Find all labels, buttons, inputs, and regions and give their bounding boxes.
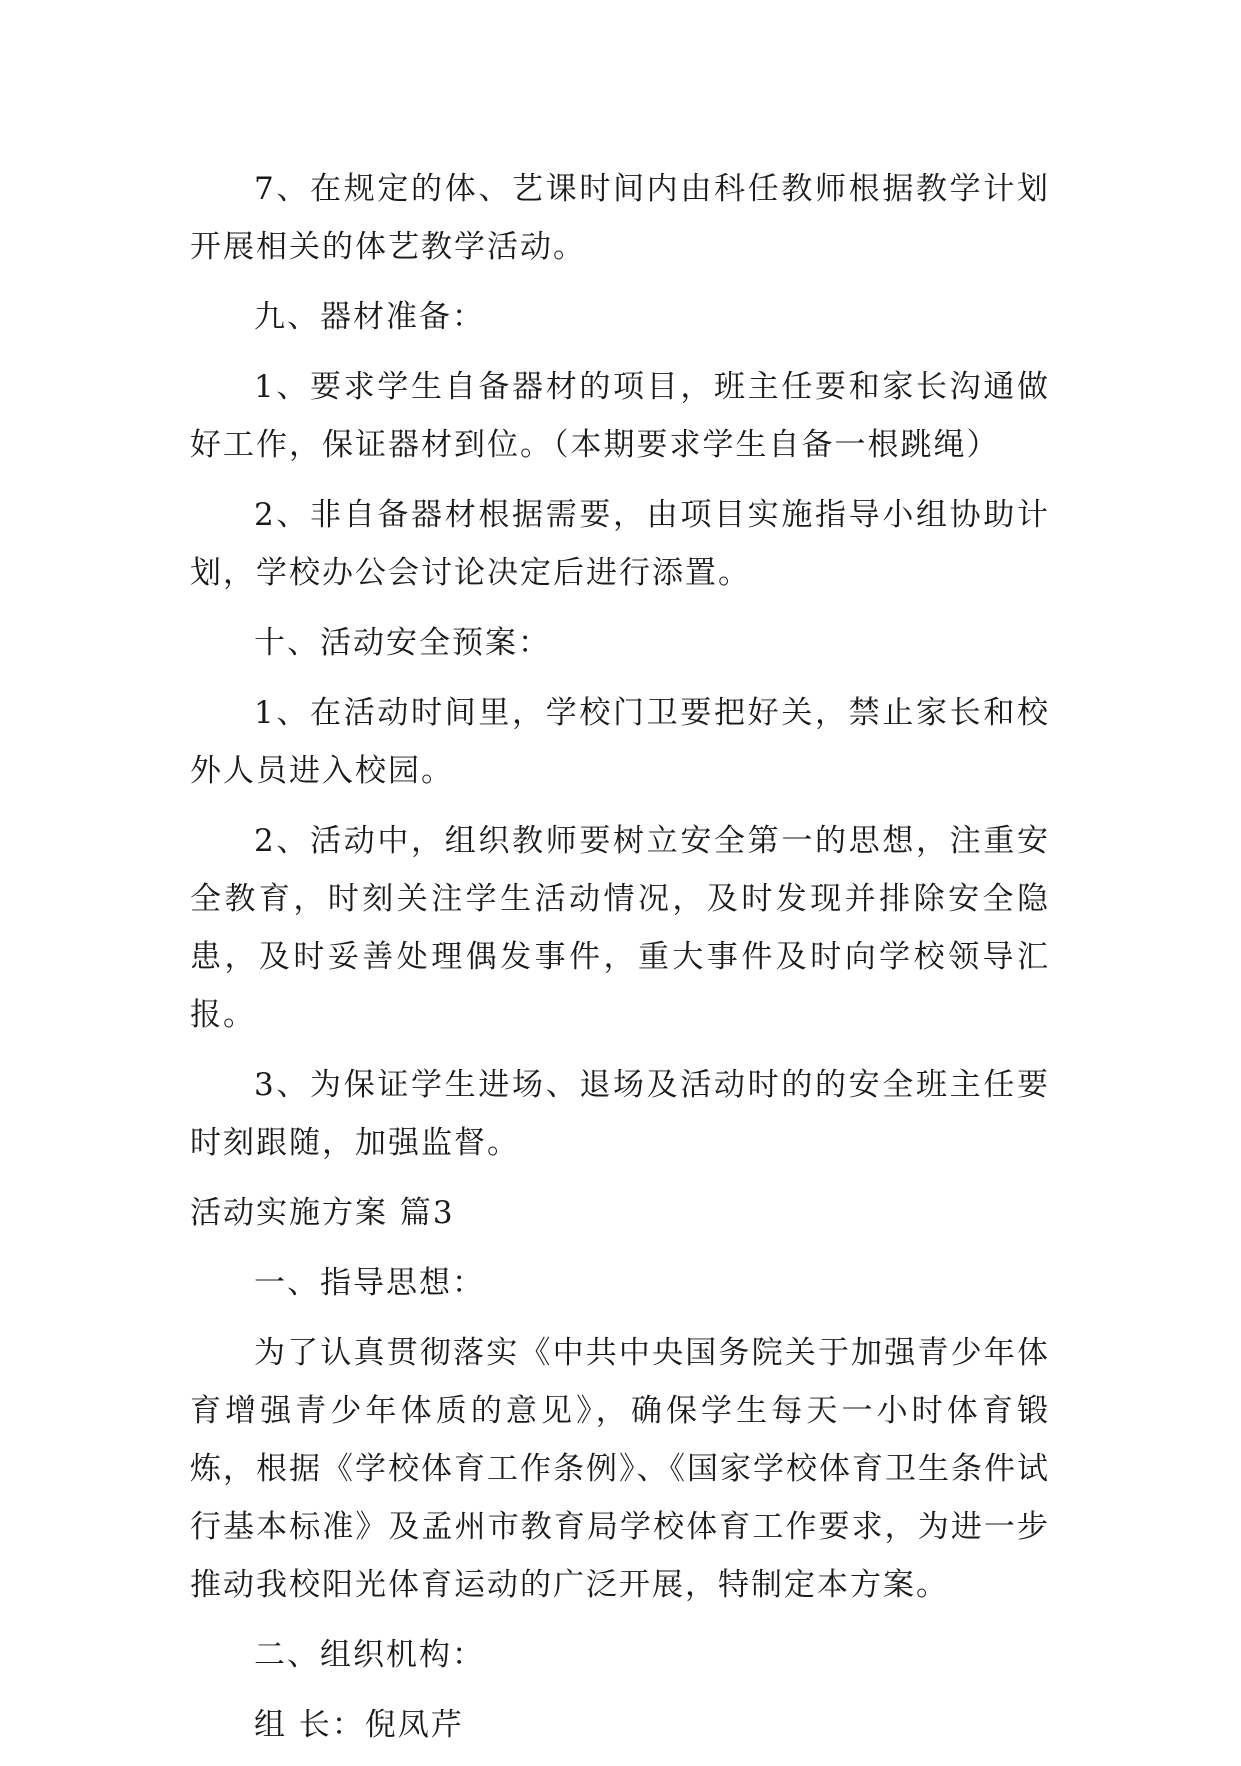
paragraph-guiding-ideology: 为了认真贯彻落实《中共中央国务院关于加强青少年体育增强青少年体质的意见》，确保学生每天一小时体育锻炼，根据《学校体育工作条例》、《国家学校体育卫生条件试行基本标准》及孟州市教育局学校体育工作要求，为进一步推动我校阳光体育运动的广泛开展，特制定本方案。 — [190, 1335, 1050, 1603]
document-body — [190, 160, 1050, 1766]
heading-guiding-ideology: 一、指导思想： — [254, 1265, 485, 1301]
paragraph-item-7: 7、在规定的体、艺课时间内由科任教师根据教学计划开展相关的体艺教学活动。 — [190, 171, 1050, 265]
paragraph-safety-3: 3、为保证学生进场、退场及活动时的的安全班主任要时刻跟随，加强监督。 — [190, 1067, 1050, 1161]
heading-safety-plan: 十、活动安全预案： — [254, 625, 551, 661]
heading-organization: 二、组织机构： — [254, 1637, 485, 1673]
paragraph-safety-2: 2、活动中，组织教师要树立安全第一的思想，注重安全教育，时刻关注学生活动情况，及时发现并排除安全隐患，及时妥善处理偶发事件，重大事件及时向学校领导汇报。 — [190, 823, 1050, 1033]
heading-equipment-preparation: 九、器材准备： — [254, 299, 485, 335]
section-title: 活动实施方案 篇3 — [190, 1195, 455, 1231]
paragraph-equipment-2: 2、非自备器材根据需要，由项目实施指导小组协助计划，学校办公会讨论决定后进行添置。 — [190, 497, 1050, 591]
organization-leader: 组 长：倪凤芹 — [254, 1707, 464, 1743]
paragraph-safety-1: 1、在活动时间里，学校门卫要把好关，禁止家长和校外人员进入校园。 — [190, 695, 1050, 789]
paragraph-equipment-1: 1、要求学生自备器材的项目，班主任要和家长沟通做好工作，保证器材到位。（本期要求学生自备一根跳绳） — [190, 369, 1050, 463]
